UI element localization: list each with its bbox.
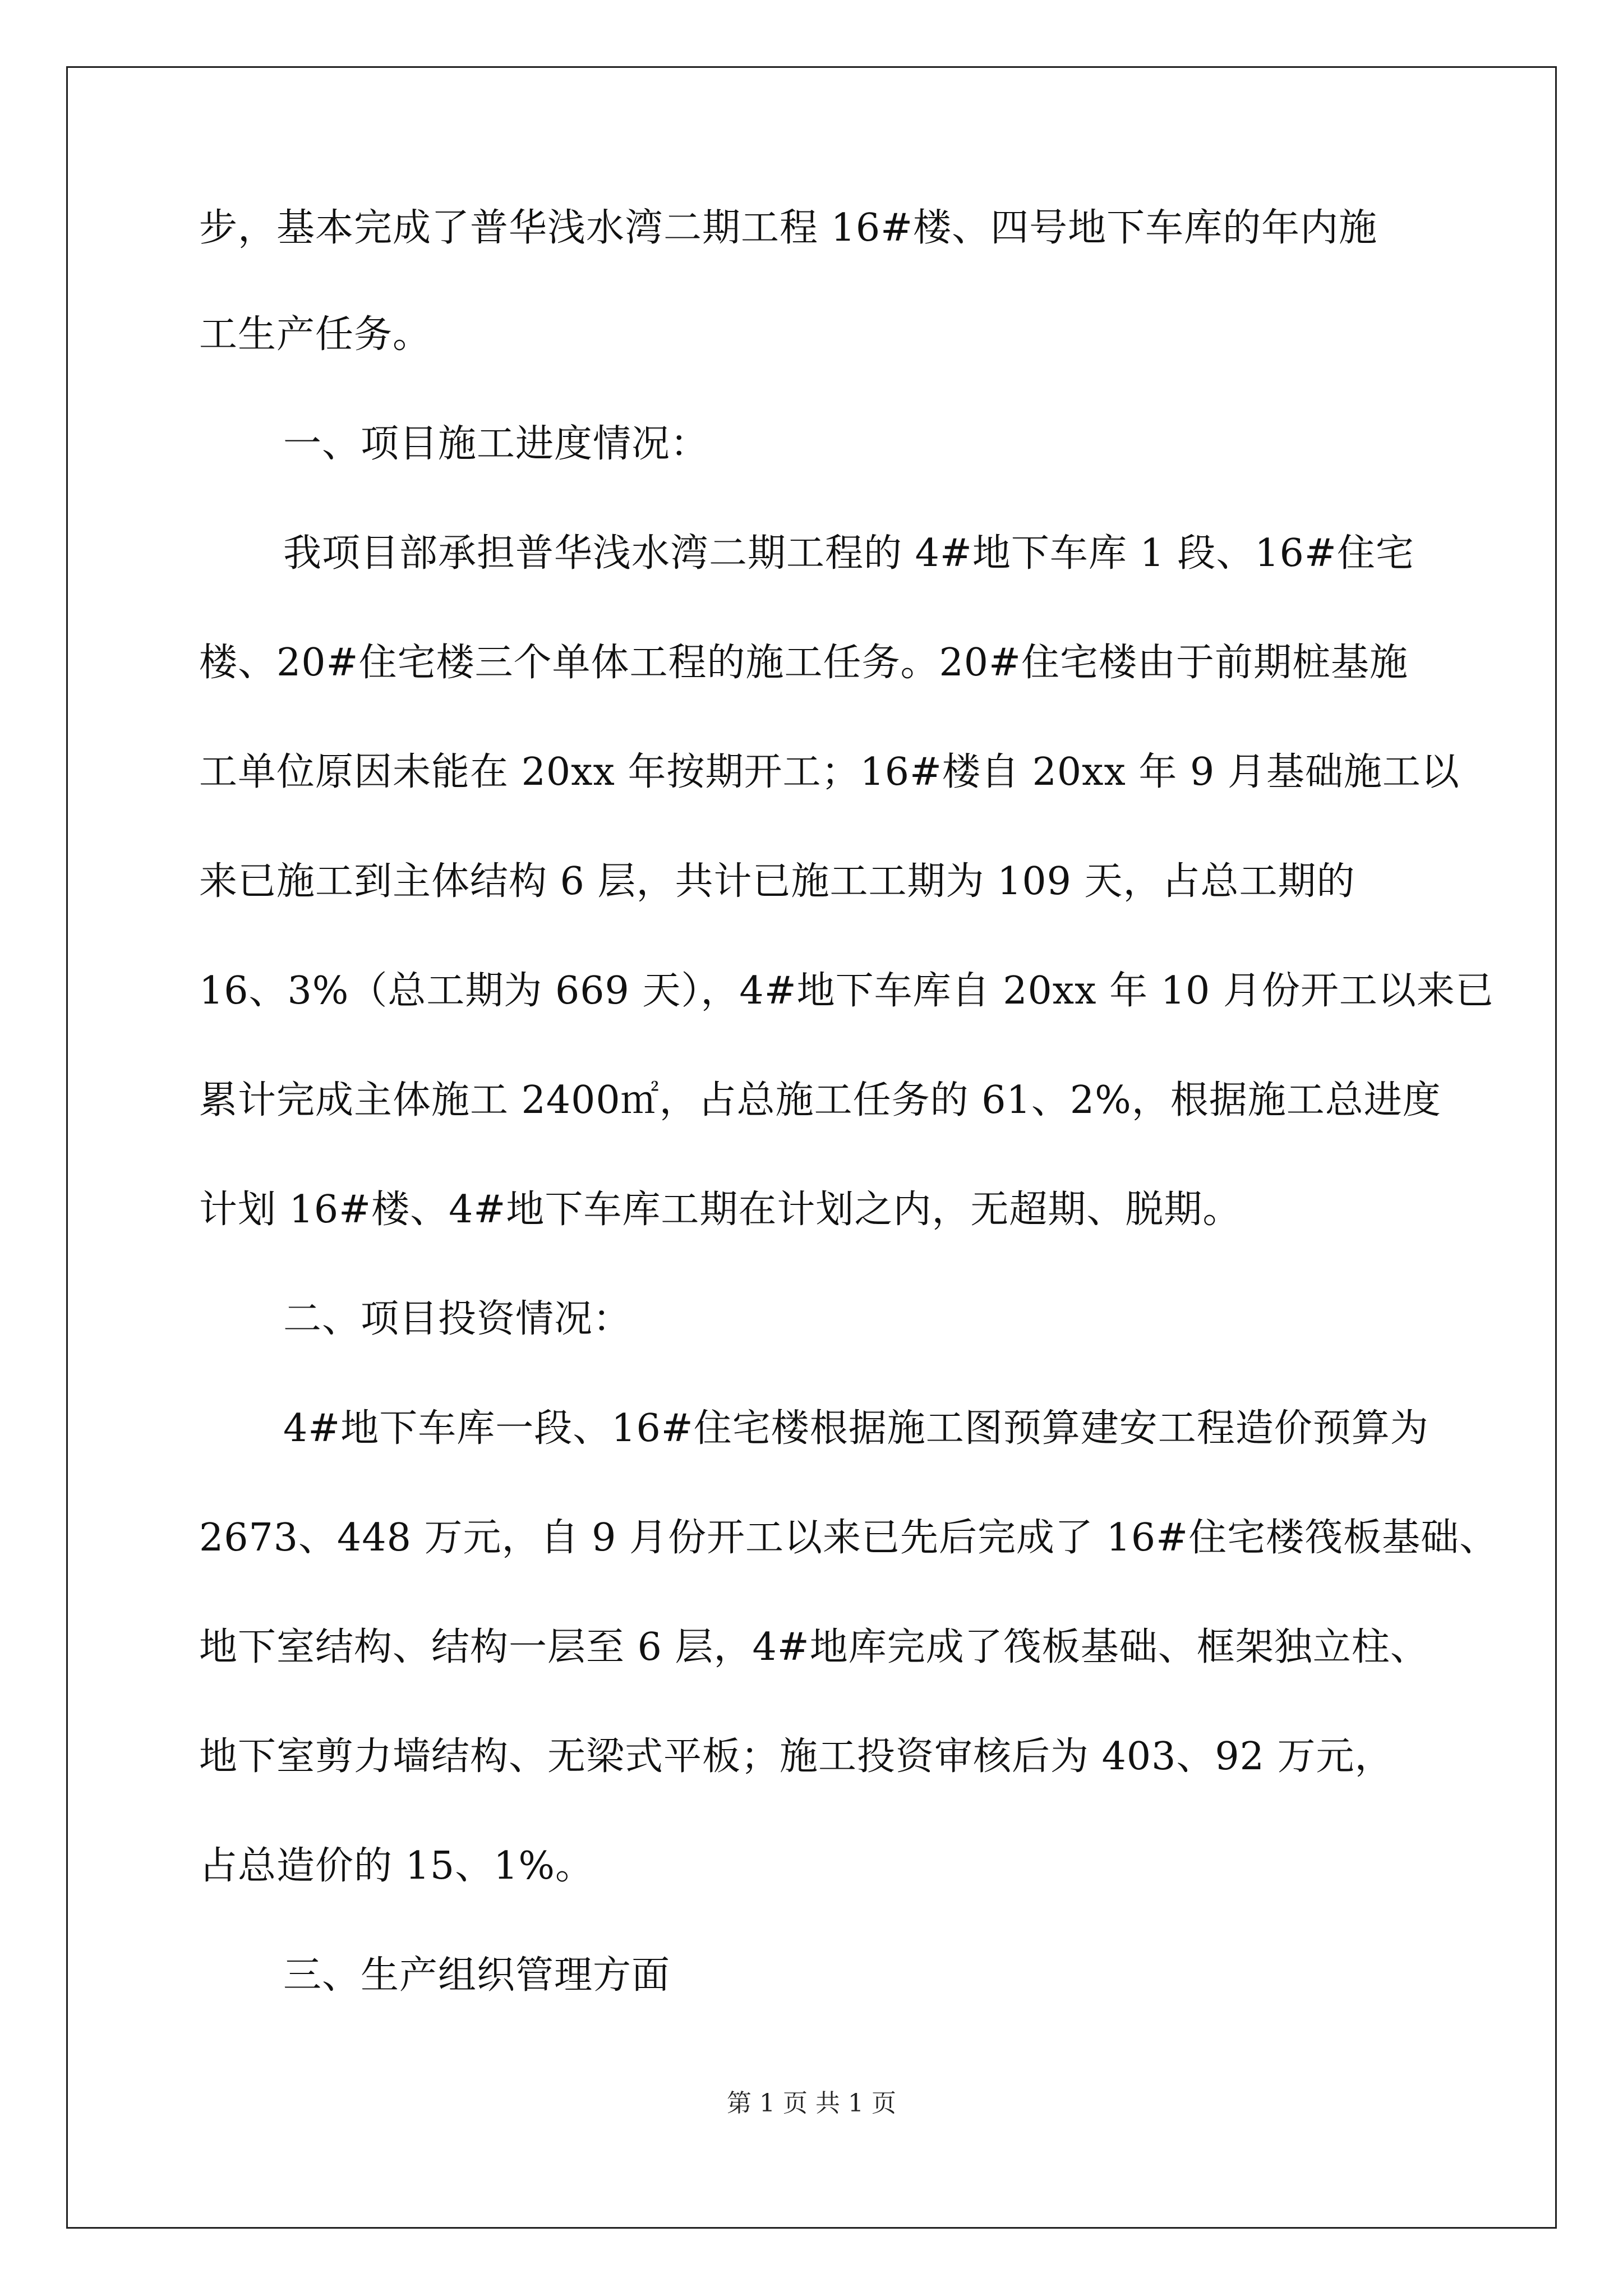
text-line: 累计完成主体施工 2400㎡，占总施工任务的 61、2%，根据施工总进度 xyxy=(199,1078,1441,1122)
page-border xyxy=(66,66,1557,2229)
text-line: 楼、20#住宅楼三个单体工程的施工任务。20#住宅楼由于前期桩基施 xyxy=(199,641,1409,685)
text-line: 工单位原因未能在 20xx 年按期开工；16#楼自 20xx 年 9 月基础施工以 xyxy=(199,750,1460,794)
text-line: 步，基本完成了普华浅水湾二期工程 16#楼、四号地下车库的年内施 xyxy=(199,206,1378,250)
text-line: 2673、448 万元，自 9 月份开工以来已先后完成了 16#住宅楼筏板基础、 xyxy=(199,1516,1498,1560)
text-line: 计划 16#楼、4#地下车库工期在计划之内，无超期、脱期。 xyxy=(199,1188,1242,1232)
text-line: 占总造价的 15、1%。 xyxy=(199,1844,594,1888)
section-heading: 一、项目施工进度情况： xyxy=(283,422,709,466)
section-heading: 二、项目投资情况： xyxy=(283,1297,632,1341)
text-line: 16、3%（总工期为 669 天），4#地下车库自 20xx 年 10 月份开工以来已 xyxy=(199,969,1494,1013)
text-line: 我项目部承担普华浅水湾二期工程的 4#地下车库 1 段、16#住宅 xyxy=(283,531,1414,576)
text-line: 地下室剪力墙结构、无梁式平板；施工投资审核后为 403、92 万元， xyxy=(199,1734,1394,1779)
text-line: 工生产任务。 xyxy=(199,312,432,357)
text-line: 来已施工到主体结构 6 层，共计已施工工期为 109 天，占总工期的 xyxy=(199,859,1355,904)
text-line: 4#地下车库一段、16#住宅楼根据施工图预算建安工程造价预算为 xyxy=(283,1406,1429,1451)
page-footer: 第 1 页 共 1 页 xyxy=(727,2089,896,2118)
text-line: 地下室结构、结构一层至 6 层，4#地库完成了筏板基础、框架独立柱、 xyxy=(199,1625,1429,1669)
section-heading: 三、生产组织管理方面 xyxy=(283,1953,671,1998)
